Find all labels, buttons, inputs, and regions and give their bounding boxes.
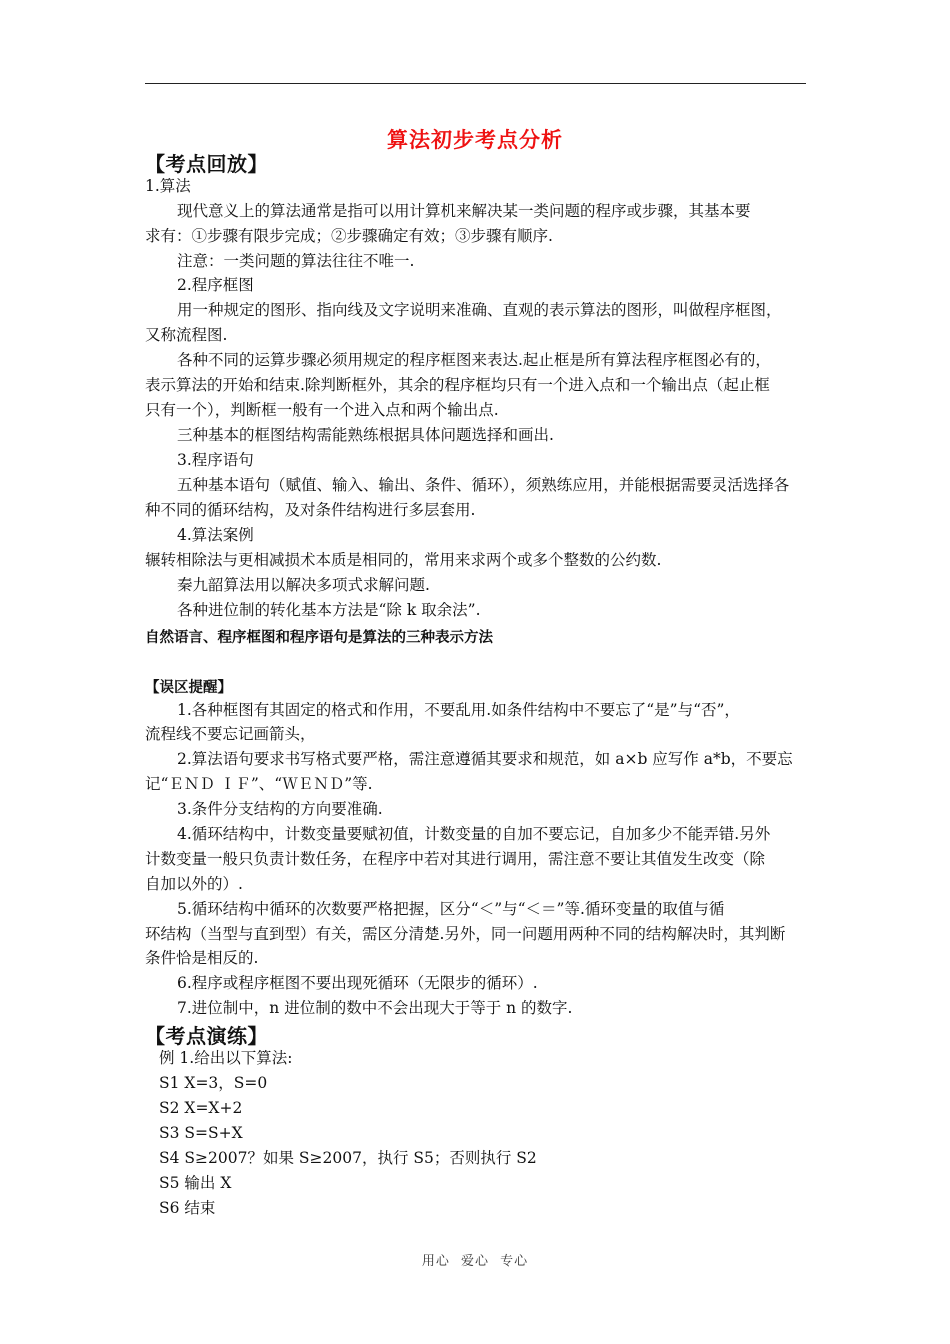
paragraph-line: 五种基本语句（赋值、输入、输出、条件、循环），须熟练应用，并能根据需要灵活选择各: [177, 476, 790, 494]
paragraph-line: 只有一个），判断框一般有一个进入点和两个输出点.: [145, 401, 499, 419]
pitfall-line: 1.各种框图有其固定的格式和作用，不要乱用.如条件结构中不要忘了“是”与“否”，: [177, 701, 740, 719]
paragraph-line: 又称流程图.: [145, 326, 228, 344]
pitfall-line: 记“ＥＮＤ ＩＦ”、“ＷＥＮＤ”等.: [145, 775, 373, 793]
subheading-statements: 3.程序语句: [177, 451, 254, 469]
algorithm-step: S3 S=S+X: [159, 1124, 243, 1142]
algorithm-step: S2 X=X+2: [159, 1099, 243, 1117]
summary-line: 自然语言、程序框图和程序语句是算法的三种表示方法: [145, 630, 493, 646]
pitfall-line: 环结构（当型与直到型）有关，需区分清楚.另外，同一问题用两种不同的结构解决时，其判断: [145, 925, 786, 943]
subheading-cases: 4.算法案例: [177, 526, 254, 544]
paragraph-line: 用一种规定的图形、指向线及文字说明来准确、直观的表示算法的图形，叫做程序框图，: [177, 301, 782, 319]
algorithm-step: S1 X=3，S=0: [159, 1074, 268, 1092]
algorithm-step: S4 S≥2007？如果 S≥2007，执行 S5；否则执行 S2: [159, 1149, 537, 1167]
pitfall-line: 5.循环结构中循环的次数要严格把握，区分“＜”与“＜＝”等.循环变量的取值与循: [177, 900, 725, 918]
pitfall-line: 2.算法语句要求书写格式要严格，需注意遵循其要求和规范，如 a×b 应写作 a*b，不要忘: [177, 750, 793, 768]
document-title: 算法初步考点分析: [387, 128, 563, 152]
paragraph-line: 注意：一类问题的算法往往不唯一.: [177, 252, 415, 270]
paragraph-line: 种不同的循环结构，及对条件结构进行多层套用.: [145, 501, 476, 519]
header-rule: [145, 83, 806, 84]
page-footer: 用心 爱心 专心: [421, 1254, 529, 1269]
paragraph-line: 三种基本的框图结构需能熟练根据具体问题选择和画出.: [177, 426, 554, 444]
paragraph-line: 秦九韶算法用以解决多项式求解问题.: [177, 576, 430, 594]
section-heading-practice: 【考点演练】: [145, 1024, 268, 1048]
algorithm-step: S5 输出 X: [159, 1174, 232, 1192]
pitfall-line: 4.循环结构中，计数变量要赋初值，计数变量的自加不要忘记，自加多少不能弄错.另外: [177, 825, 771, 843]
algorithm-step: S6 结束: [159, 1199, 216, 1217]
paragraph-line: 各种不同的运算步骤必须用规定的程序框图来表达.起止框是所有算法程序框图必有的，: [177, 351, 771, 369]
pitfall-line: 6.程序或程序框图不要出现死循环（无限步的循环）.: [177, 974, 538, 992]
subheading-flowchart: 2.程序框图: [177, 276, 254, 294]
section-heading-pitfalls: 【误区提醒】: [145, 680, 232, 696]
paragraph-line: 现代意义上的算法通常是指可以用计算机来解决某一类问题的程序或步骤，其基本要: [177, 202, 751, 220]
paragraph-line: 求有：①步骤有限步完成；②步骤确定有效；③步骤有顺序.: [145, 227, 553, 245]
paragraph-line: 表示算法的开始和结束.除判断框外，其余的程序框均只有一个进入点和一个输出点（起止框: [145, 376, 770, 394]
subheading-algorithm: 1.算法: [145, 177, 191, 195]
pitfall-line: 条件恰是相反的.: [145, 949, 259, 967]
example-intro: 例 1.给出以下算法:: [159, 1049, 293, 1067]
pitfall-line: 7.进位制中，n 进位制的数中不会出现大于等于 n 的数字.: [177, 999, 573, 1017]
pitfall-line: 流程线不要忘记画箭头，: [145, 725, 316, 743]
pitfall-line: 计数变量一般只负责计数任务，在程序中若对其进行调用，需注意不要让其值发生改变（除: [145, 850, 766, 868]
paragraph-line: 辗转相除法与更相减损术本质是相同的，常用来求两个或多个整数的公约数.: [145, 551, 662, 569]
section-heading-review: 【考点回放】: [145, 152, 268, 176]
pitfall-line: 3.条件分支结构的方向要准确.: [177, 800, 383, 818]
pitfall-line: 自加以外的）.: [145, 875, 243, 893]
paragraph-line: 各种进位制的转化基本方法是“除 k 取余法”.: [177, 601, 481, 619]
